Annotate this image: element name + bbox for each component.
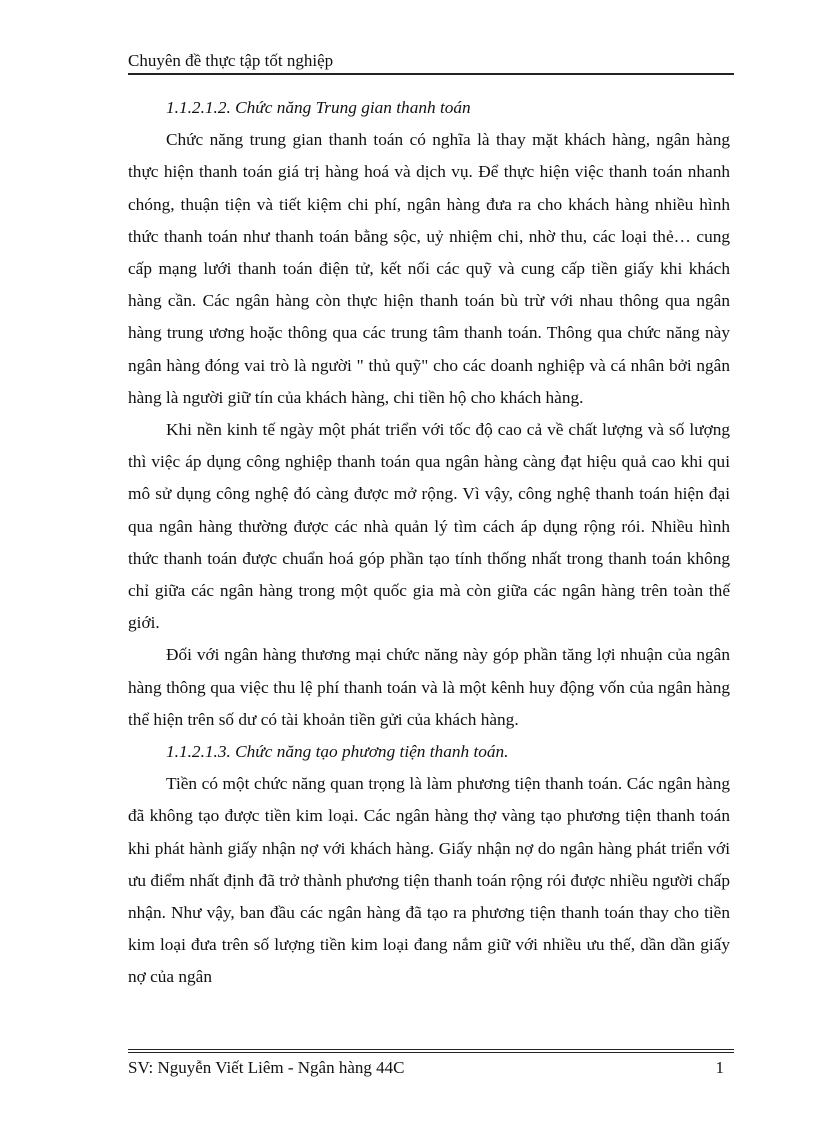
section-heading: 1.1.2.1.3. Chức năng tạo phương tiện thanh toán. [166, 742, 509, 762]
paragraph: Đối với ngân hàng thương mại chức năng này góp phần tăng lợi nhuận của ngân hàng thông qua việc thu lệ phí thanh toán và là một kênh huy động vốn của ngân hàng thể hiện trên số dư có tài khoản tiền gửi của khách hàng. [128, 645, 730, 729]
header-title: Chuyên đề thực tập tốt nghiệp [128, 51, 334, 70]
footer-rule [128, 1049, 734, 1050]
paragraph: Chức năng trung gian thanh toán có nghĩa là thay mặt khách hàng, ngân hàng thực hiện thanh toán giá trị hàng hoá và dịch vụ. Để thực hiện việc thanh toán nhanh chóng, thuận tiện và tiết kiệm chi phí, ngân hàng đưa ra cho khách hàng nhiều hình thức thanh toán như thanh toán bằng sộc, uỷ nhiệm chi, nhờ thu, các loại thẻ… cung cấp mạng lưới thanh toán điện tử, kết nối các quỹ và cung cấp tiền giấy khi khách hàng cần. Các ngân hàng còn thực hiện thanh toán bù trừ với nhau thông qua ngân hàng trung ương hoặc thông qua các trung tâm thanh toán. Thông qua chức năng này ngân hàng đóng vai trò là người " thủ quỹ" cho các doanh nghiệp và cá nhân bởi ngân hàng là người giữ tín của khách hàng, chi tiền hộ cho khách hàng. [128, 130, 730, 407]
document-body [128, 92, 730, 994]
section-heading: 1.1.2.1.2. Chức năng Trung gian thanh toán [166, 98, 471, 117]
footer-row [128, 1053, 734, 1081]
page-footer [128, 1049, 734, 1081]
footer-author: SV: Nguyễn Viết Liêm - Ngân hàng 44C [128, 1058, 405, 1077]
page-number: 1 [715, 1058, 724, 1077]
paragraph: Tiền có một chức năng quan trọng là làm phương tiện thanh toán. Các ngân hàng đã không tạo được tiền kim loại. Các ngân hàng thợ vàng tạo phương tiện thanh toán khi phát hành giấy nhận nợ với khách hàng. Giấy nhận nợ do ngân hàng phát triển với ưu điểm nhất định đã trở thành phương tiện thanh toán rộng rói được nhiều người chấp nhận. Như vậy, ban đầu các ngân hàng đã tạo ra phương tiện thanh toán thay cho tiền kim loại đưa trên số lượng tiền kim loại đang nắm giữ với nhiều ưu thế, dần dần giấy nợ của ngân [128, 774, 730, 987]
paragraph: Khi nền kinh tế ngày một phát triển với tốc độ cao cả về chất lượng và số lượng thì việc áp dụng công nghiệp thanh toán qua ngân hàng càng đạt hiệu quả cao khi qui mô sử dụng công nghệ đó càng được mở rộng. Vì vậy, công nghệ thanh toán hiện đại qua ngân hàng thường được các nhà quản lý tìm cách áp dụng rộng rói. Nhiều hình thức thanh toán được chuẩn hoá góp phần tạo tính thống nhất trong thanh toán không chỉ giữa các ngân hàng trong một quốc gia mà còn giữa các ngân hàng trên toàn thế giới. [128, 420, 730, 633]
header-rule [128, 73, 734, 75]
page-header [128, 50, 734, 75]
